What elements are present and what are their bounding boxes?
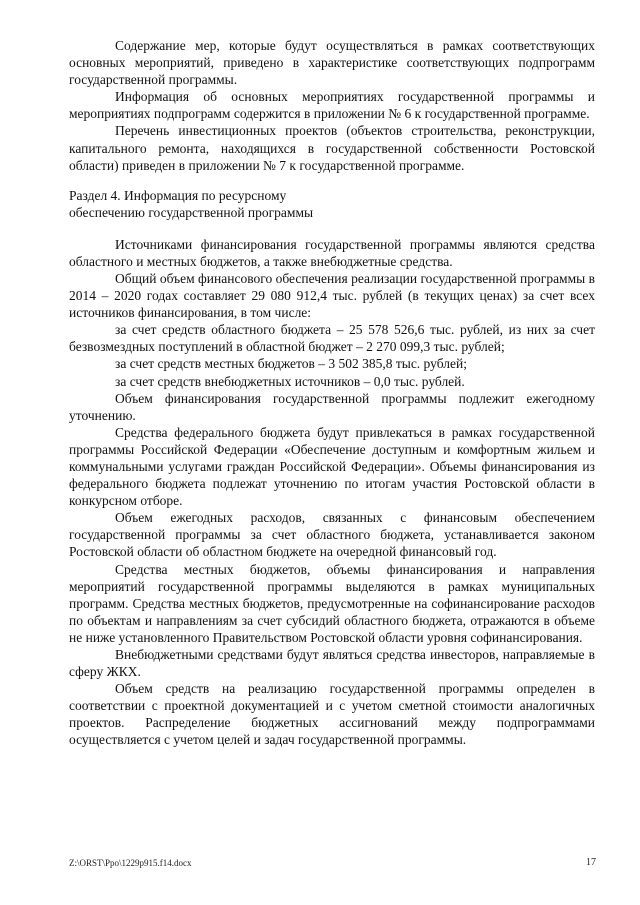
paragraph: Содержание мер, которые будут осуществляться в рамках соответствующих основных мероприятий, приведено в характеристике соответствующих подпрограмм государственной программы.: [69, 38, 595, 88]
paragraph: Объем ежегодных расходов, связанных с финансовым обеспечением государственной программы за счет областного бюджета, устанавливается законом Ростовской области об областном бюджете на очередной финансовый год.: [69, 510, 595, 560]
paragraph: за счет средств местных бюджетов – 3 502 385,8 тыс. рублей;: [115, 356, 467, 372]
section-heading-line: обеспечению государственной программы: [69, 205, 314, 221]
paragraph: Перечень инвестиционных проектов (объектов строительства, реконструкции, капитального ремонта, находящихся в государственной собственности Ростовской области) приведен в приложении № 7 к государственной программе.: [69, 123, 595, 173]
paragraph: Внебюджетными средствами будут являться средства инвесторов, направляемые в сферу ЖКХ.: [69, 647, 595, 680]
paragraph: Средства местных бюджетов, объемы финансирования и направления мероприятий государственной программы выделяются в рамках муниципальных программ. Средства местных бюджетов, предусмотренные на софинансирование расходов по объектам и направлениям за счет субсидий областного бюджета, отражаются в объеме не ниже установленного Правительством Ростовской области уровня софинансирования.: [69, 561, 595, 645]
paragraph: Объем средств на реализацию государственной программы определен в соответствии с проектной документацией и с учетом сметной стоимости аналогичных проектов. Распределение бюджетных ассигнований между подпрограммами осуществляется с учетом целей и задач государственной программы.: [69, 681, 595, 748]
paragraph: Средства федерального бюджета будут привлекаться в рамках государственной программы Российской Федерации «Обеспечение доступным и комфортным жильем и коммунальными услугами граждан Российской Федерации». Объемы финансирования из федерального бюджета подлежат уточнению по итогам участия Ростовской области в конкурсном отборе.: [69, 424, 595, 509]
paragraph: за счет средств внебюджетных источников – 0,0 тыс. рублей.: [115, 373, 465, 389]
paragraph: за счет средств областного бюджета – 25 578 526,6 тыс. рублей, из них за счет безвозмездных поступлений в областной бюджет – 2 270 099,3 тыс. рублей;: [69, 322, 595, 355]
footer-file-path: Z:\ORST\Ppo\1229p915.f14.docx: [69, 858, 192, 868]
paragraph: Источниками финансирования государственной программы являются средства областного и местных бюджетов, а также внебюджетные средства.: [69, 236, 595, 269]
section-heading-line: Раздел 4. Информация по ресурсному: [69, 187, 287, 203]
paragraph: Общий объем финансового обеспечения реализации государственной программы в 2014 – 2020 годах составляет 29 080 912,4 тыс. рублей (в текущих ценах) за счет всех источников финансирования, в том числе:: [69, 270, 595, 321]
section-heading: [69, 187, 595, 222]
document-body: [69, 37, 595, 749]
paragraph: Информация об основных мероприятиях государственной программы и мероприятиях подпрограмм содержится в приложении № 6 к государственной программе.: [69, 89, 595, 122]
page-number: 17: [586, 857, 596, 868]
paragraph: Объем финансирования государственной программы подлежит ежегодному уточнению.: [69, 390, 595, 423]
